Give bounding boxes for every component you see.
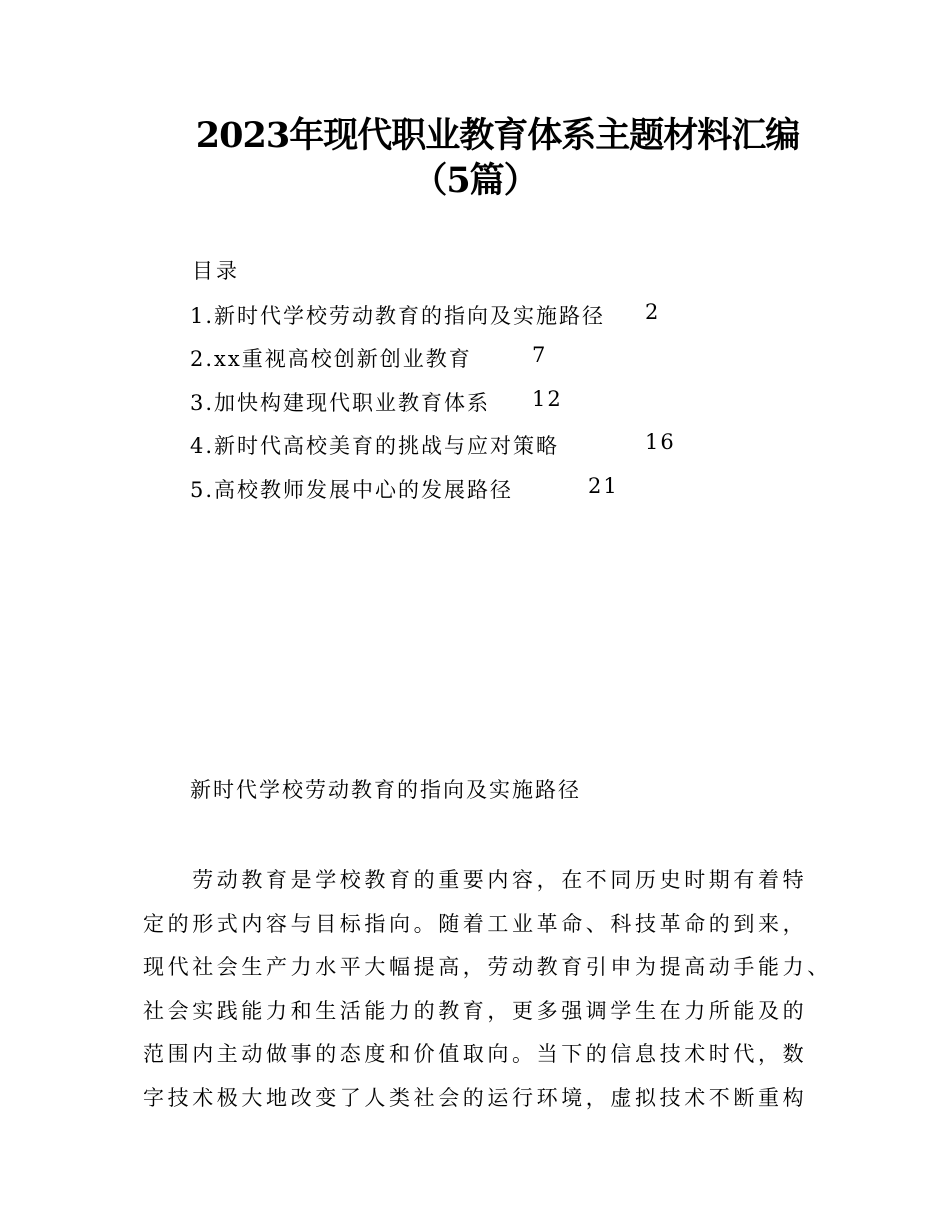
document-title: 2023年现代职业教育体系主题材料汇编 [195,115,800,156]
toc-item [190,300,661,330]
toc-item-page: 21 [588,474,619,498]
document-title-count: （5篇） [412,160,538,201]
toc-item-label: 2.xx重视高校创新创业教育 [190,347,472,371]
toc-item-label: 4.新时代高校美育的挑战与应对策略 [190,434,560,458]
toc-item-label: 1.新时代学校劳动教育的指向及实施路径 [190,304,606,328]
toc-item [190,343,548,373]
body-text-line: 现代社会生产力水平大幅提高，劳动教育引申为提高动手能力、 [143,955,832,979]
body-text-line: 社会实践能力和生活能力的教育，更多强调学生在力所能及的 [143,999,808,1023]
toc-item-page: 16 [645,430,676,454]
toc-item-label: 3.加快构建现代职业教育体系 [190,391,491,415]
toc-item-label: 5.高校教师发展中心的发展路径 [190,478,514,502]
toc-item [190,387,563,417]
body-text-line: 定的形式内容与目标指向。随着工业革命、科技革命的到来， [143,912,808,936]
toc-item-page: 7 [532,343,548,367]
toc-item [190,474,619,504]
toc-item [190,430,676,460]
section-heading: 新时代学校劳动教育的指向及实施路径 [190,778,581,802]
body-text-line: 字技术极大地改变了人类社会的运行环境，虚拟技术不断重构 [143,1086,808,1110]
toc-item-page: 2 [645,300,661,324]
toc-heading: 目录 [192,259,240,283]
body-text-line: 范围内主动做事的态度和价值取向。当下的信息技术时代，数 [143,1042,808,1066]
toc-item-page: 12 [532,387,563,411]
body-text-line: 劳动教育是学校教育的重要内容，在不同历史时期有着特 [143,868,808,892]
